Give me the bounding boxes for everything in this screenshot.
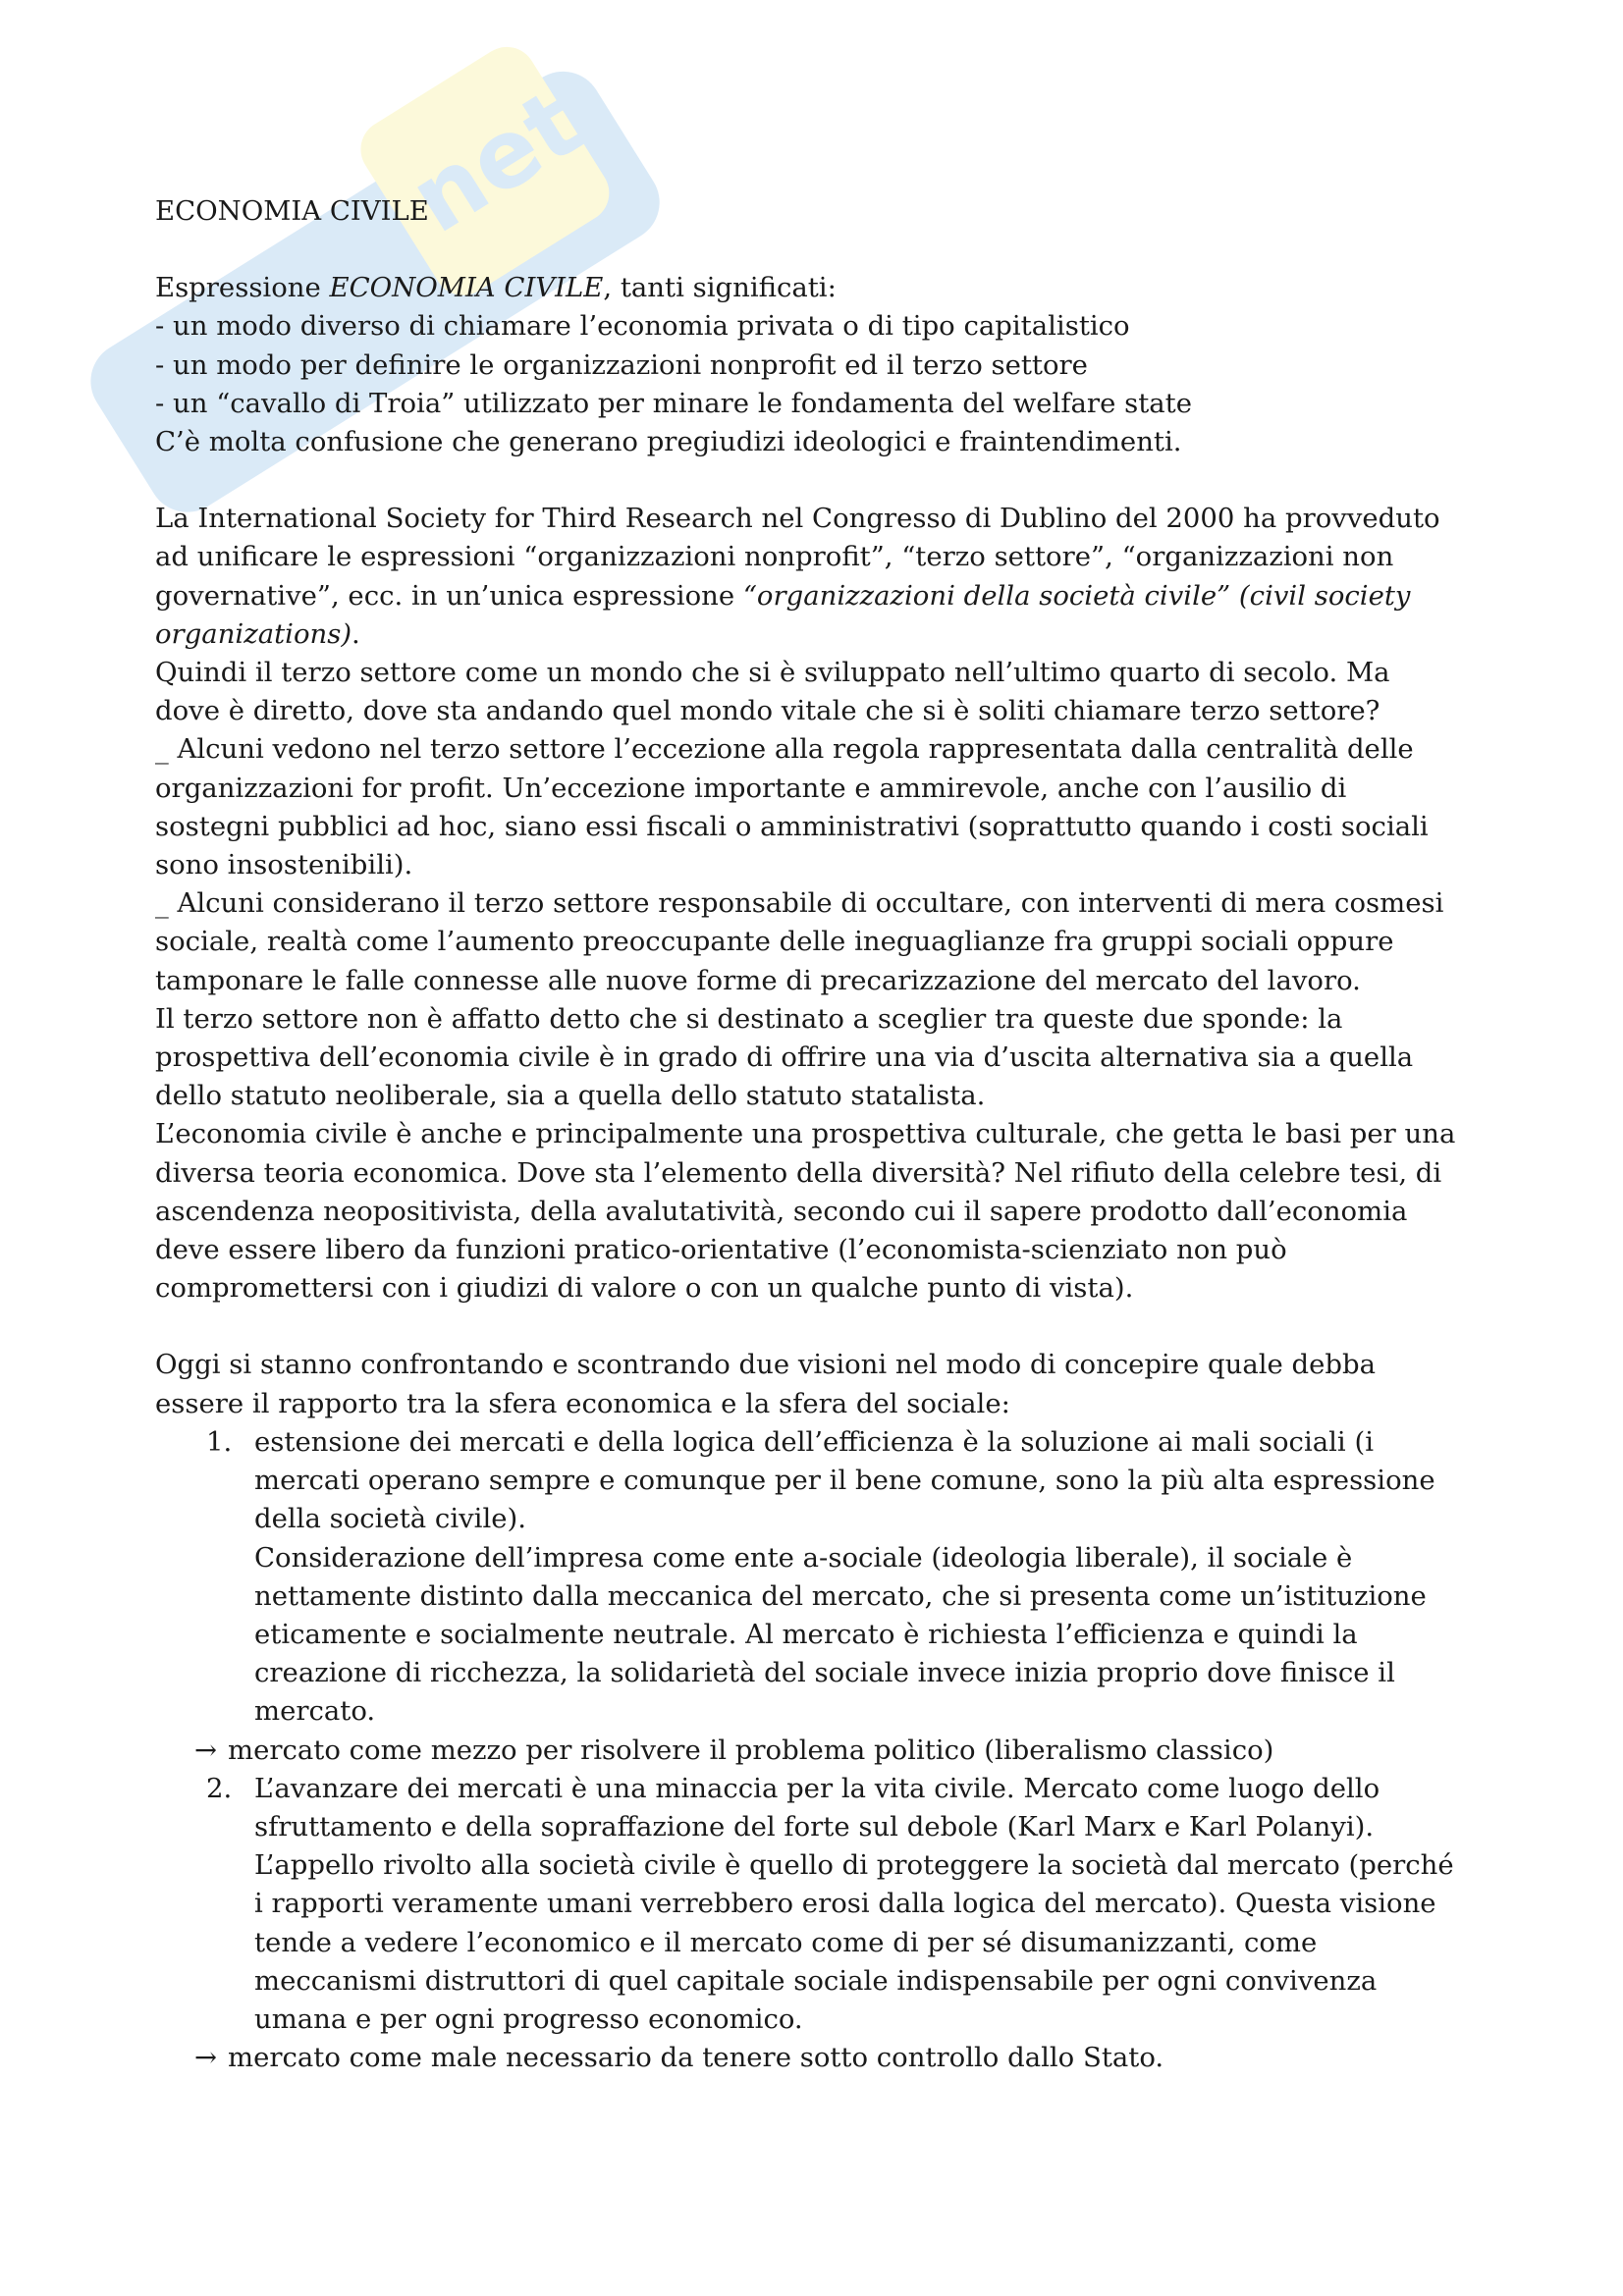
arrow-right-icon: → — [194, 1734, 218, 1766]
body-line: organizzazioni for profit. Un’eccezione importante e ammirevole, anche con l’ausilio di — [155, 772, 1347, 804]
p2-line3-italic: “organizzazioni della società civile” (civil society — [742, 579, 1411, 612]
vision-item-1 — [155, 1423, 1490, 1732]
list-number: 1. — [206, 1425, 233, 1458]
intro-line — [155, 269, 1490, 307]
visions-list — [155, 1423, 1490, 2077]
body-line: dove è diretto, dove sta andando quel mondo vitale che si è soliti chiamare terzo settore? — [155, 695, 1380, 727]
meaning-item: - un “cavallo di Troia” utilizzato per minare le fondamenta del welfare state — [155, 387, 1192, 419]
paragraph-line — [155, 615, 1490, 654]
body-line: sono insostenibili). — [155, 849, 413, 881]
item-line: eticamente e socialmente neutrale. Al mercato è richiesta l’efficienza e quindi la — [254, 1618, 1358, 1650]
body-line: sostegni pubblici ad hoc, siano essi fiscali o amministrativi (soprattutto quando i costi sociali — [155, 810, 1429, 842]
intro-suffix: , tanti significati: — [603, 272, 837, 304]
body-line: Il terzo settore non è affatto detto che si destinato a sceglier tra queste due sponde: la — [155, 1002, 1343, 1035]
item-line: creazione di ricchezza, la solidarietà del sociale invece inizia proprio dove finisce il — [254, 1657, 1395, 1689]
paragraph-line: La International Society for Third Research nel Congresso di Dublino del 2000 ha provveduto — [155, 503, 1440, 535]
item-line: mercato. — [254, 1695, 376, 1728]
body-line: compromettersi con i giudizi di valore o con un qualche punto di vista). — [155, 1272, 1134, 1305]
vision-item-2 — [155, 1770, 1490, 2039]
list-number: 2. — [206, 1772, 233, 1804]
item-line: meccanismi distruttori di quel capitale sociale indispensabile per ogni convivenza — [254, 1964, 1378, 1997]
document-title: ECONOMIA CIVILE — [155, 195, 429, 227]
visions-intro-line: Oggi si stanno confrontando e scontrando due visioni nel modo di concepire quale debba — [155, 1349, 1377, 1381]
intro-prefix: Espressione — [155, 272, 330, 304]
p2-line3-prefix: governative”, ecc. in un’unica espressione — [155, 579, 743, 612]
item-line: umana e per ogni progresso economico. — [254, 2002, 803, 2035]
paragraph-line: ad unificare le espressioni “organizzazioni nonprofit”, “terzo settore”, “organizzazioni non — [155, 541, 1394, 573]
meaning-item: - un modo per definire le organizzazioni nonprofit ed il terzo settore — [155, 348, 1088, 381]
body-line: _ Alcuni vedono nel terzo settore l’eccezione alla regola rappresentata dalla centralità delle — [155, 733, 1414, 766]
body-line: ascendenza neopositivista, della avalutatività, secondo cui il sapere prodotto dall’economia — [155, 1195, 1408, 1227]
confusion-line: C’è molta confusione che generano pregiudizi ideologici e fraintendimenti. — [155, 426, 1182, 458]
body-line: deve essere libero da funzioni pratico-orientative (l’economista-scienziato non può — [155, 1234, 1287, 1266]
watermark-net-text: net — [392, 68, 600, 255]
body-line: Quindi il terzo settore come un mondo che si è sviluppato nell’ultimo quarto di secolo. Ma — [155, 657, 1390, 689]
item-line: sfruttamento e della sopraffazione del forte sul debole (Karl Marx e Karl Polanyi). — [254, 1810, 1375, 1842]
item-line: della società civile). — [254, 1503, 527, 1535]
item-line: nettamente distinto dalla meccanica del mercato, che si presenta come un’istituzione — [254, 1579, 1427, 1612]
item-line: i rapporti veramente umani verrebbero erosi dalla logica del mercato). Questa visione — [254, 1888, 1436, 1920]
arrow-right-icon: → — [194, 2042, 218, 2074]
arrow-text: mercato come mezzo per risolvere il problema politico (liberalismo classico) — [228, 1734, 1274, 1766]
body-line: sociale, realtà come l’aumento preoccupante delle ineguaglianze fra gruppi sociali oppure — [155, 926, 1394, 958]
body-line: _ Alcuni considerano il terzo settore responsabile di occultare, con interventi di mera cosmesi — [155, 887, 1444, 920]
p2-line4-italic: organizations) — [155, 617, 352, 650]
arrow-conclusion-2 — [155, 2039, 1490, 2077]
body-line: diversa teoria economica. Dove sta l’elemento della diversità? Nel rifiuto della celebre tesi, di — [155, 1156, 1442, 1189]
body-line: dello statuto neoliberale, sia a quella dello statuto statalista. — [155, 1080, 986, 1112]
arrow-conclusion-1 — [155, 1732, 1490, 1770]
paragraph-line — [155, 577, 1490, 615]
visions-intro-line: essere il rapporto tra la sfera economica e la sfera del sociale: — [155, 1387, 1010, 1419]
item-line: L’avanzare dei mercati è una minaccia per la vita civile. Mercato come luogo dello — [254, 1772, 1380, 1804]
item-line: mercati operano sempre e comunque per il bene comune, sono la più alta espressione — [254, 1465, 1435, 1497]
body-line: prospettiva dell’economia civile è in grado di offrire una via d’uscita alternativa sia a quella — [155, 1041, 1414, 1074]
intro-term: ECONOMIA CIVILE — [329, 272, 604, 304]
item-line: Considerazione dell’impresa come ente a-sociale (ideologia liberale), il sociale è — [254, 1541, 1353, 1574]
meaning-item: - un modo diverso di chiamare l’economia privata o di tipo capitalistico — [155, 310, 1130, 343]
item-line: tende a vedere l’economico e il mercato come di per sé disumanizzanti, come — [254, 1926, 1318, 1958]
document-body — [155, 192, 1490, 2077]
item-line: L’appello rivolto alla società civile è quello di proteggere la società dal mercato (perché — [254, 1849, 1454, 1882]
item-line: estensione dei mercati e della logica dell’efficienza è la soluzione ai mali sociali (i — [254, 1425, 1374, 1458]
body-line: L’economia civile è anche e principalmente una prospettiva culturale, che getta le basi per una — [155, 1118, 1456, 1150]
body-line: tamponare le falle connesse alle nuove forme di precarizzazione del mercato del lavoro. — [155, 964, 1361, 996]
p2-line4-suffix: . — [352, 617, 360, 650]
arrow-text: mercato come male necessario da tenere sotto controllo dallo Stato. — [228, 2042, 1164, 2074]
